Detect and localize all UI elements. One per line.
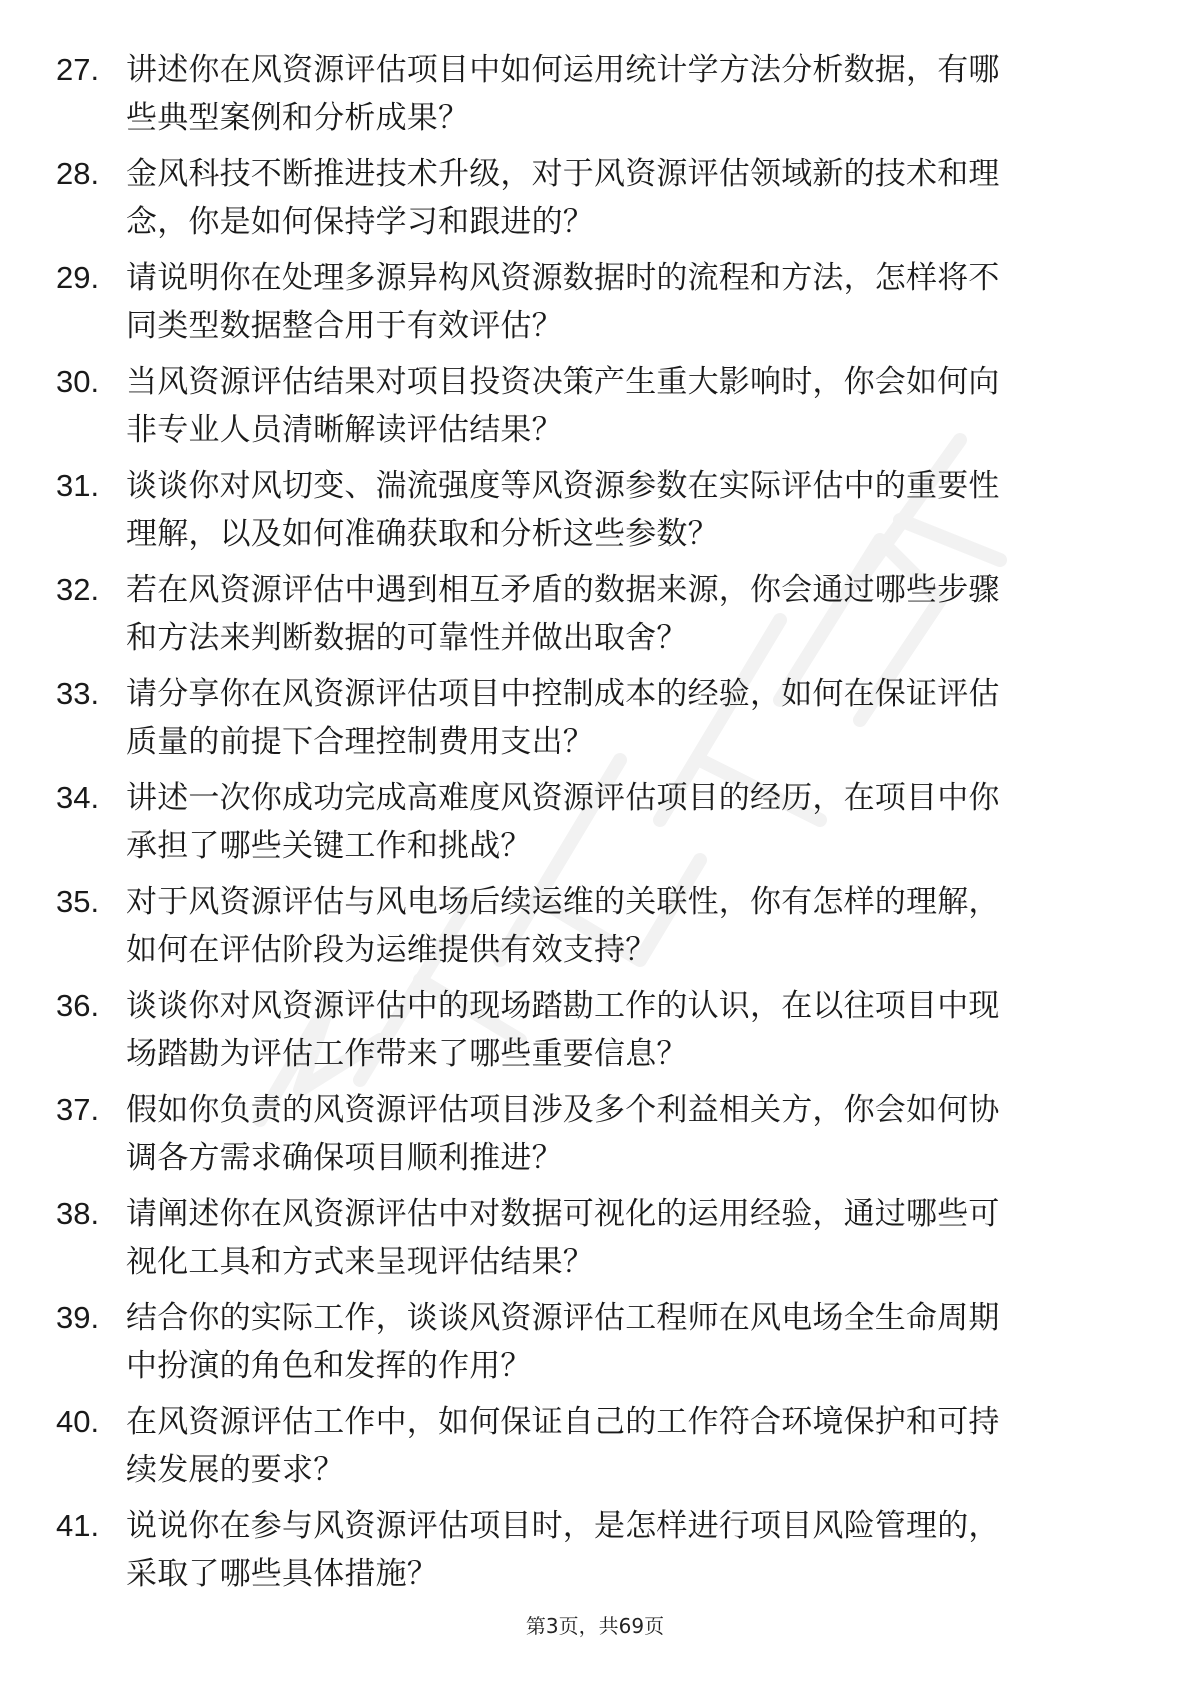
question-number: 32. <box>56 572 100 607</box>
question-line-2: 承担了哪些关键工作和挑战？ <box>126 828 532 864</box>
question-number: 33. <box>56 676 100 711</box>
question-line-1: 结合你的实际工作，谈谈风资源评估工程师在风电场全生命周期 <box>126 1300 1000 1336</box>
question-item <box>0 1190 1190 1294</box>
question-text <box>126 46 1136 142</box>
question-line-2: 念，你是如何保持学习和跟进的？ <box>126 204 594 240</box>
question-text <box>126 462 1136 558</box>
question-number: 30. <box>56 364 100 399</box>
question-item <box>0 1398 1190 1502</box>
question-item <box>0 982 1190 1086</box>
question-text <box>126 358 1136 454</box>
question-line-2: 调各方需求确保项目顺利推进？ <box>126 1140 563 1176</box>
question-line-1: 若在风资源评估中遇到相互矛盾的数据来源，你会通过哪些步骤 <box>126 572 1000 608</box>
question-number: 40. <box>56 1404 100 1439</box>
question-line-1: 说说你在参与风资源评估项目时，是怎样进行项目风险管理的， <box>126 1508 1000 1544</box>
question-line-1: 金风科技不断推进技术升级，对于风资源评估领域新的技术和理 <box>126 156 1000 192</box>
question-line-1: 讲述你在风资源评估项目中如何运用统计学方法分析数据，有哪 <box>126 52 1000 88</box>
question-item <box>0 1086 1190 1190</box>
question-number: 28. <box>56 156 100 191</box>
question-item <box>0 1502 1190 1606</box>
question-text <box>126 1086 1136 1182</box>
question-line-2: 和方法来判断数据的可靠性并做出取舍？ <box>126 620 688 656</box>
question-line-1: 谈谈你对风资源评估中的现场踏勘工作的认识，在以往项目中现 <box>126 988 1000 1024</box>
question-list <box>0 46 1190 1606</box>
question-line-1: 对于风资源评估与风电场后续运维的关联性，你有怎样的理解， <box>126 884 1000 920</box>
question-line-1: 谈谈你对风切变、湍流强度等风资源参数在实际评估中的重要性 <box>126 468 1000 504</box>
question-number: 35. <box>56 884 100 919</box>
question-line-1: 请分享你在风资源评估项目中控制成本的经验，如何在保证评估 <box>126 676 1000 712</box>
question-number: 27. <box>56 52 100 87</box>
question-line-1: 当风资源评估结果对项目投资决策产生重大影响时，你会如何向 <box>126 364 1000 400</box>
question-text <box>126 774 1136 870</box>
question-text <box>126 982 1136 1078</box>
question-line-2: 质量的前提下合理控制费用支出？ <box>126 724 594 760</box>
question-line-2: 同类型数据整合用于有效评估？ <box>126 308 563 344</box>
question-number: 29. <box>56 260 100 295</box>
question-item <box>0 150 1190 254</box>
question-line-2: 如何在评估阶段为运维提供有效支持？ <box>126 932 657 968</box>
question-item <box>0 254 1190 358</box>
question-text <box>126 1190 1136 1286</box>
question-line-2: 采取了哪些具体措施？ <box>126 1556 438 1592</box>
question-line-2: 视化工具和方式来呈现评估结果？ <box>126 1244 594 1280</box>
question-text <box>126 670 1136 766</box>
question-text <box>126 1294 1136 1390</box>
question-item <box>0 566 1190 670</box>
question-number: 31. <box>56 468 100 503</box>
question-line-2: 场踏勘为评估工作带来了哪些重要信息？ <box>126 1036 688 1072</box>
page-footer: 第3页，共69页 <box>525 1614 665 1638</box>
question-text <box>126 878 1136 974</box>
question-line-2: 非专业人员清晰解读评估结果？ <box>126 412 563 448</box>
question-item <box>0 1294 1190 1398</box>
question-item <box>0 670 1190 774</box>
question-number: 39. <box>56 1300 100 1335</box>
question-line-1: 讲述一次你成功完成高难度风资源评估项目的经历，在项目中你 <box>126 780 1000 816</box>
question-text <box>126 1502 1136 1598</box>
question-number: 38. <box>56 1196 100 1231</box>
question-number: 41. <box>56 1508 100 1543</box>
question-line-2: 些典型案例和分析成果？ <box>126 100 470 136</box>
question-line-2: 中扮演的角色和发挥的作用？ <box>126 1348 532 1384</box>
question-item <box>0 774 1190 878</box>
question-line-1: 在风资源评估工作中，如何保证自己的工作符合环境保护和可持 <box>126 1404 1000 1440</box>
question-number: 34. <box>56 780 100 815</box>
question-item <box>0 462 1190 566</box>
question-number: 37. <box>56 1092 100 1127</box>
question-line-1: 请阐述你在风资源评估中对数据可视化的运用经验，通过哪些可 <box>126 1196 1000 1232</box>
question-item <box>0 878 1190 982</box>
question-text <box>126 1398 1136 1494</box>
question-text <box>126 566 1136 662</box>
question-item <box>0 46 1190 150</box>
question-text <box>126 150 1136 246</box>
question-line-2: 续发展的要求？ <box>126 1452 345 1488</box>
question-number: 36. <box>56 988 100 1023</box>
question-line-1: 假如你负责的风资源评估项目涉及多个利益相关方，你会如何协 <box>126 1092 1000 1128</box>
question-item <box>0 358 1190 462</box>
question-line-2: 理解，以及如何准确获取和分析这些参数？ <box>126 516 719 552</box>
question-text <box>126 254 1136 350</box>
question-line-1: 请说明你在处理多源异构风资源数据时的流程和方法，怎样将不 <box>126 260 1000 296</box>
